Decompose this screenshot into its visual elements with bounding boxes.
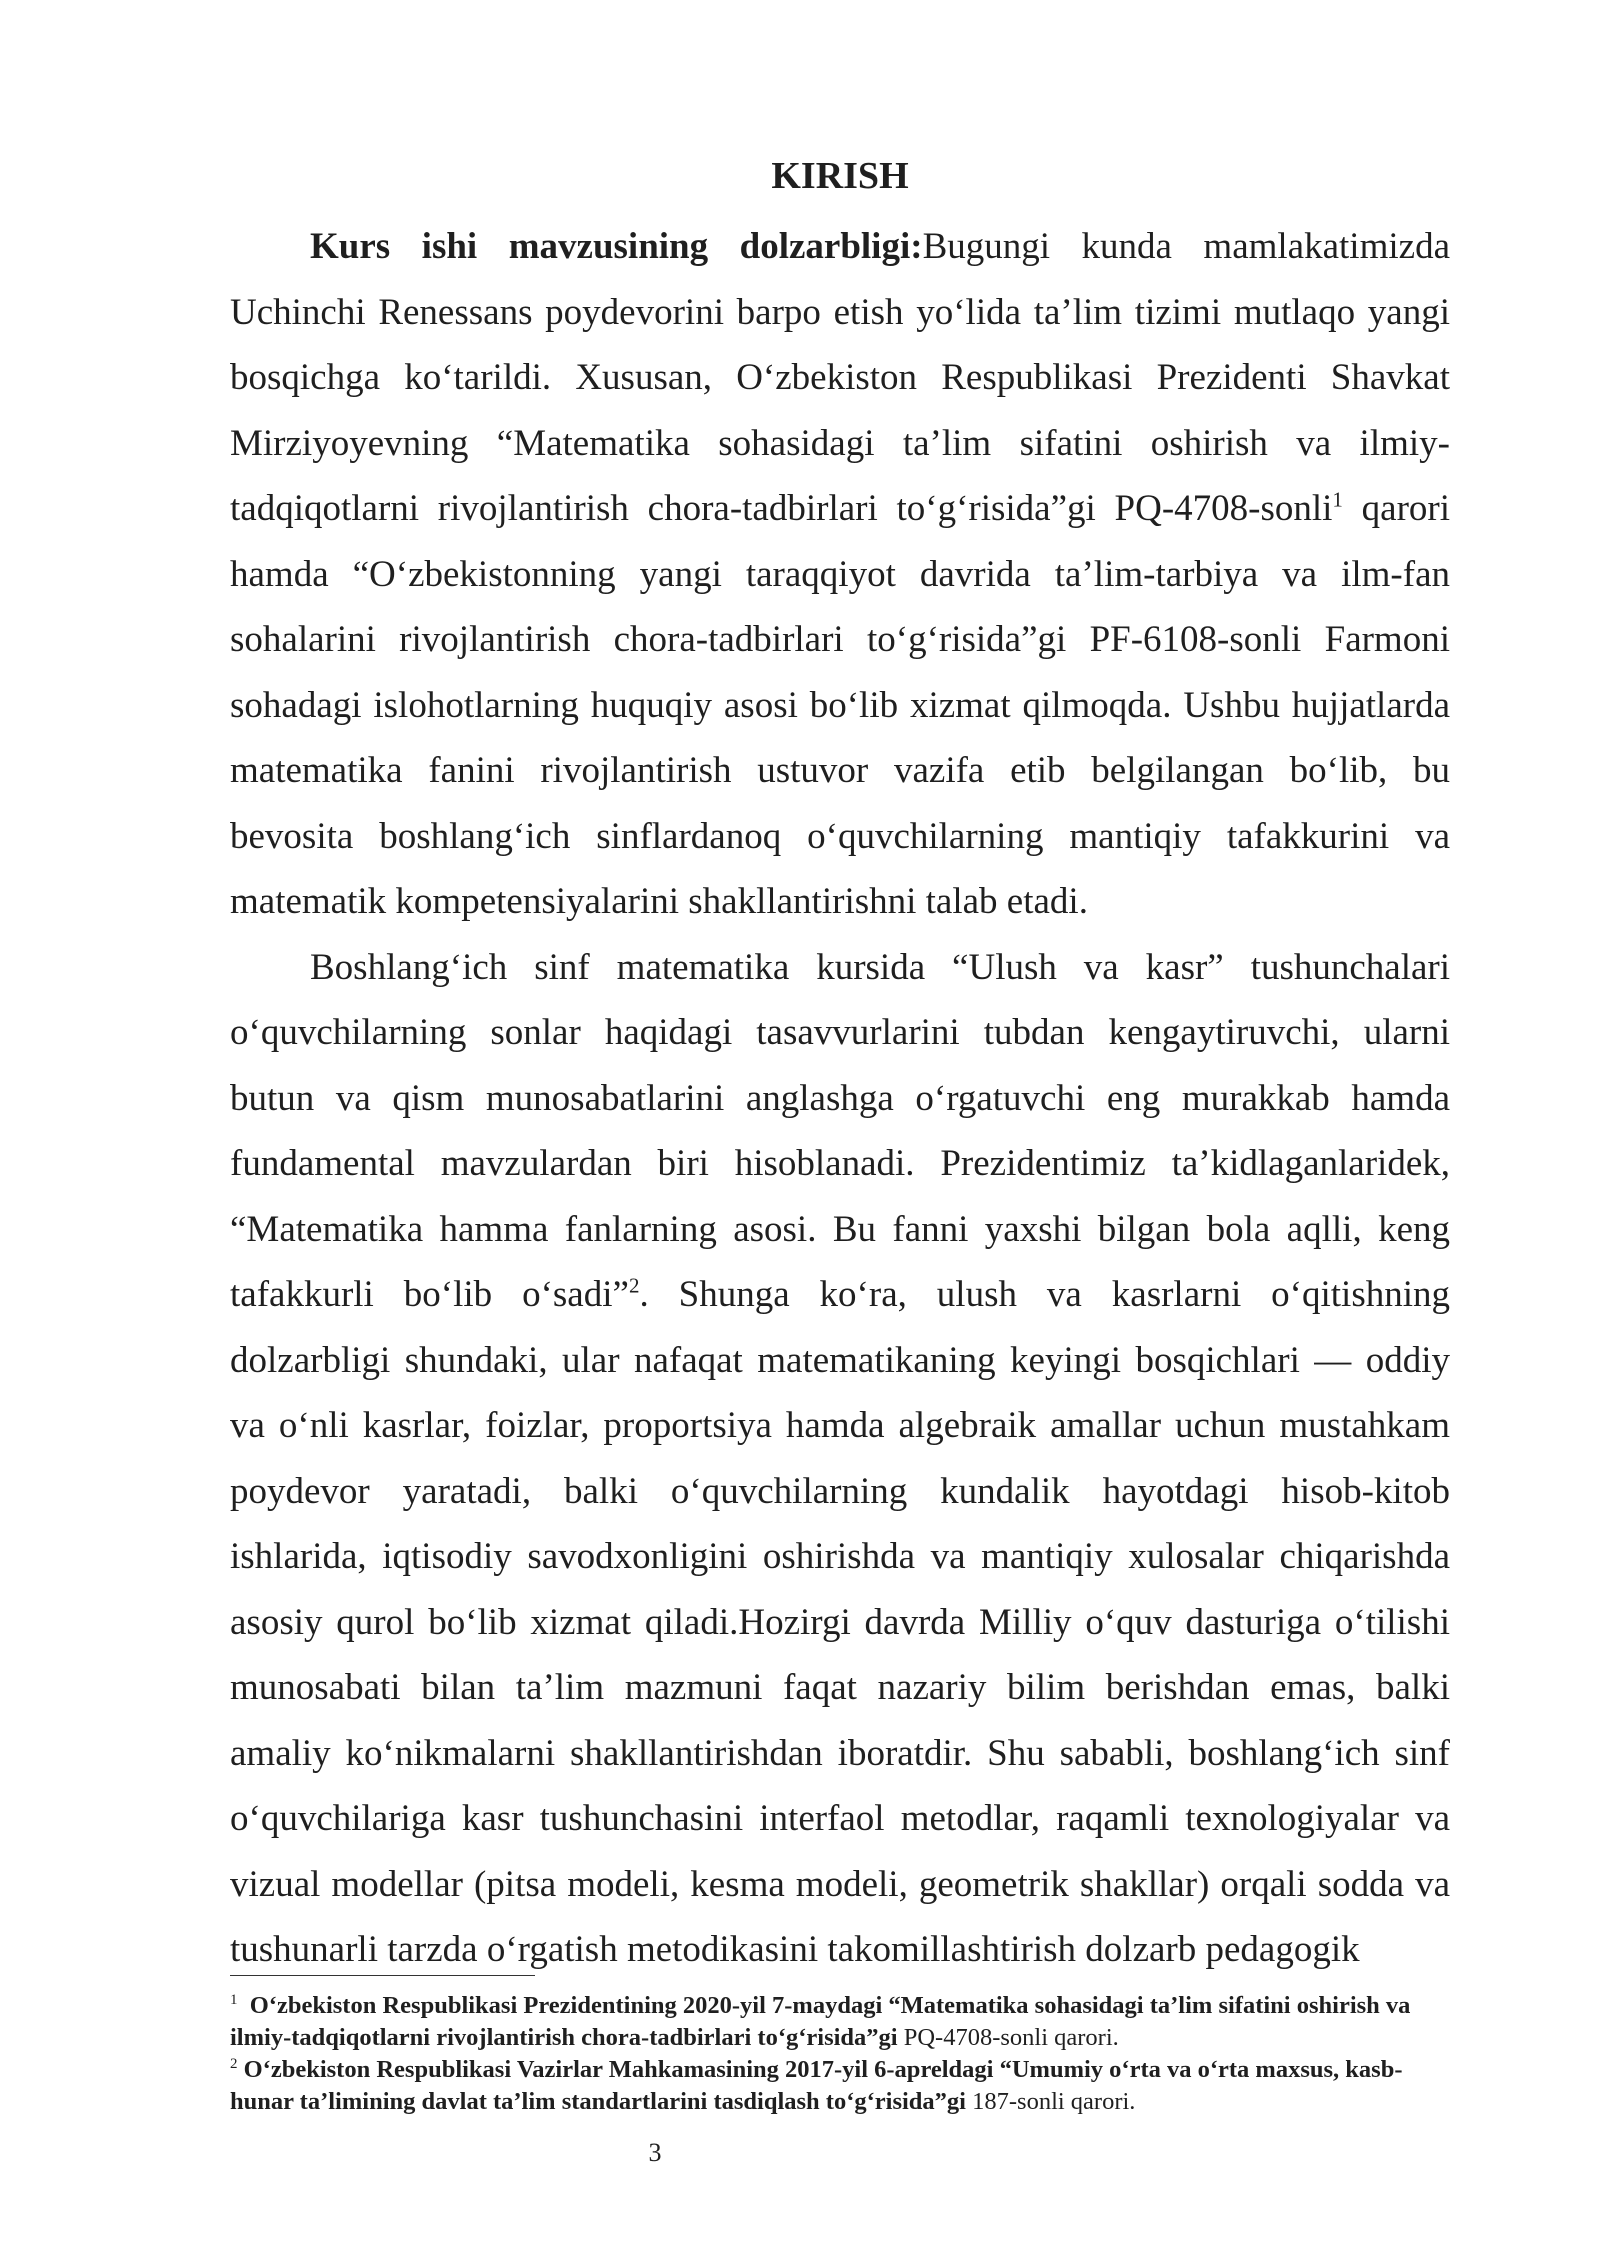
footnote-reference[interactable]: 1 bbox=[1332, 487, 1343, 512]
footnote-marker: 2 bbox=[230, 2055, 238, 2072]
footnote-2 bbox=[230, 2054, 1420, 2118]
footnote-text: PQ-4708-sonli qarori. bbox=[897, 2024, 1119, 2051]
page-number: 3 bbox=[648, 2138, 662, 2167]
footnote-bold-text: O‘zbekiston Respublikasi Prezidentining 2020-yil 7-maydagi “Matematika sohasidagi ta’lim sifatini oshirish va ilmiy-tadqiqotlarni rivojlantirish chora-tadbirlari to‘g‘risida”gi bbox=[230, 1992, 1411, 2051]
footnote-marker: 1 bbox=[230, 1991, 238, 2008]
footnotes bbox=[230, 1990, 1420, 2118]
paragraph-bold-lead: Kurs ishi mavzusining dolzarbligi: bbox=[310, 226, 923, 267]
body-paragraph-1 bbox=[230, 214, 1450, 935]
page-title: KIRISH bbox=[771, 155, 909, 197]
footnote-separator bbox=[230, 1975, 535, 1976]
paragraph-text: Bugungi kunda mamlakatimizda Uchinchi Renessans poydevorini barpo etish yo‘lida ta’lim tizimi mutlaqo yangi bosqichga ko‘tarildi. Xususan, O‘zbekiston Respublikasi Prezidenti Shavkat Mirziyoyevning “Matematika sohasidagi ta’lim sifatini oshirish va ilmiy-tadqiqotlarni rivojlantirish chora-tadbirlari to‘g‘risida”gi PQ-4708-sonli bbox=[230, 226, 1450, 529]
paragraph-text: Boshlang‘ich sinf matematika kursida “Ulush va kasr” tushunchalari o‘quvchilarning sonlar haqidagi tasavvurlarini tubdan kengaytiruvchi, ularni butun va qism munosabatlarini anglashga o‘rgatuvchi eng murakkab hamda fundamental mavzulardan biri hisoblanadi. Prezidentimiz ta’kidlaganlaridek, “Matematika hamma fanlarning asosi. Bu fanni yaxshi bilgan bola aqlli, keng tafakkurli bo‘lib o‘sadi” bbox=[230, 946, 1450, 1315]
paragraph-text: . Shunga ko‘ra, ulush va kasrlarni o‘qitishning dolzarbligi shundaki, ular nafaqat matematikaning keyingi bosqichlari — oddiy va o‘nli kasrlar, foizlar, proportsiya hamda algebraik amallar uchun mustahkam poydevor yaratadi, balki o‘quvchilarning kundalik hayotdagi hisob-kitob ishlarida, iqtisodiy savodxonligini oshirishda va mantiqiy xulosalar chiqarishda asosiy qurol bo‘lib xizmat qiladi.Hozirgi davrda Milliy o‘quv dasturiga o‘tilishi munosabati bilan ta’lim mazmuni faqat nazariy bilim berishdan emas, balki amaliy ko‘nikmalarni shakllantirishdan iboratdir. Shu sababli, boshlang‘ich sinf o‘quvchilariga kasr tushunchasini interfaol metodlar, raqamli texnologiyalar va vizual modellar (pitsa modeli, kesma modeli, geometrik shakllar) orqali sodda va tushunarli tarzda o‘rgatish metodikasini takomillashtirish dolzarb pedagogik bbox=[230, 1274, 1451, 1970]
footnote-reference[interactable]: 2 bbox=[628, 1273, 640, 1298]
paragraph-text: qarori hamda “O‘zbekistonning yangi taraqqiyot davrida ta’lim-tarbiya va ilm-fan sohalarini rivojlantirish chora-tadbirlari to‘g‘risida”gi PF-6108-sonli Farmoni sohadagi islohotlarning huquqiy asosi bo‘lib xizmat qilmoqda. Ushbu hujjatlarda matematika fanini rivojlantirish ustuvor vazifa etib belgilangan bo‘lib, bu bevosita boshlang‘ich sinflardanoq o‘quvchilarning mantiqiy tafakkurini va matematik kompetensiyalarini shakllantirishni talab etadi. bbox=[230, 488, 1450, 922]
footnote-bold-text: O‘zbekiston Respublikasi Vazirlar Mahkamasining 2017-yil 6-apreldagi “Umumiy o‘rta va o‘rta maxsus, kasb-hunar ta’limining davlat ta’lim standartlarini tasdiqlash to‘g‘risida”gi bbox=[230, 2056, 1403, 2115]
footnote-text: 187-sonli qarori. bbox=[966, 2088, 1136, 2115]
footnote-1 bbox=[230, 1990, 1420, 2054]
body-paragraph-2 bbox=[230, 935, 1450, 1983]
main-content bbox=[230, 150, 1450, 1983]
